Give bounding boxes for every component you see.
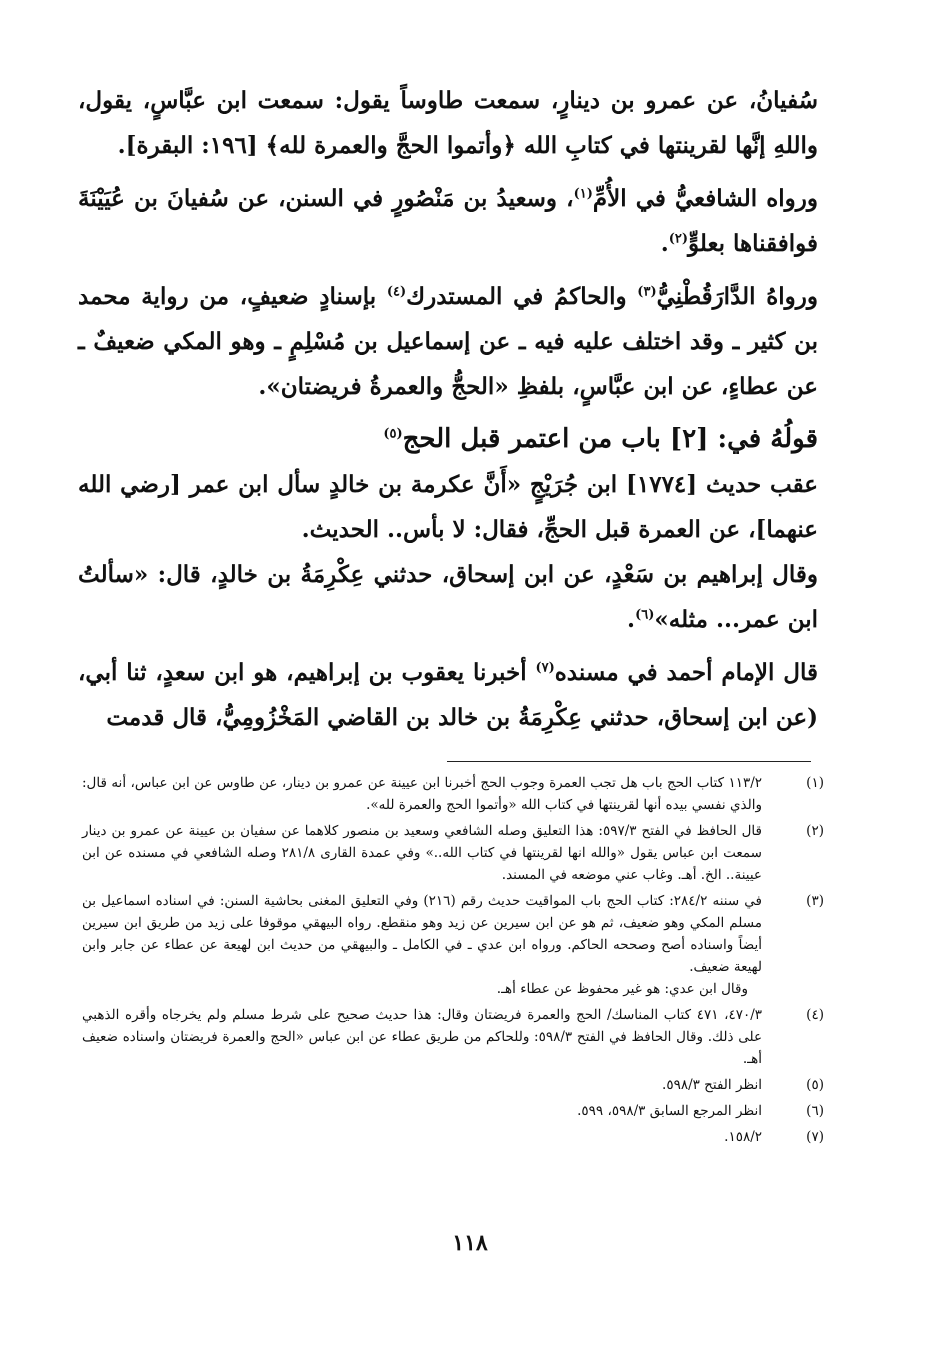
paragraph-5: وقال إبراهيم بن سَعْدٍ، عن ابن إسحاق، حدثني عِكْرِمَةُ بن خالدٍ، قال: «سألتُ ابن عمر... مثله»$^{(٦)}$.: [78, 561, 818, 633]
footnote-ref-1[interactable]: (١): [573, 186, 593, 202]
section-heading: قولُهُ في: [٢] باب من اعتمر قبل الحج$^{(٥)}$: [383, 424, 818, 454]
footnote-text: انظر الفتح ٥٩٨/٣.: [662, 1077, 762, 1093]
footnote-ref-3[interactable]: (٣): [637, 284, 657, 300]
footnote-separator: [447, 761, 811, 762]
footnote-6: [82, 1100, 824, 1122]
footnote-text: قال الحافظ في الفتح ٥٩٧/٣: هذا التعليق وصله الشافعي وسعيد بن منصور كلاهما عن سفيان بن عيينة عن عمرو بن دينار سمعت ابن عباس يقول «والله انها لقرينتها في كتاب الله..» وفي عمدة القارى ٢٨١/٨ وصله الشافعي في مسنده عن ابن عيينة.. الخ. أهـ. وغاب عني موضعه في المسند.: [82, 823, 762, 883]
footnote-number: (٦): [806, 1103, 824, 1119]
footnote-ref-6[interactable]: (٦): [635, 607, 655, 623]
paragraph-6: قال الإمام أحمد في مسنده$^{(٧)}$ أخبرنا يعقوب بن إبراهيم، هو ابن سعدٍ، ثنا أبي، (عن ابن إسحاق، حدثني عِكْرِمَةُ بن خالد بن القاضي المَخْزُومِيُّ، قال قدمت: [78, 659, 818, 731]
footnote-number: (٤): [806, 1007, 824, 1023]
paragraph-4: عقب حديث [١٧٧٤] ابن جُرَيْجٍ «أَنَّ عكرمة بن خالدٍ سأل ابن عمر [رضي الله عنهما]، عن العمرة قبل الحجِّ، فقال: لا بأس.. الحديث.: [78, 471, 818, 543]
footnotes: [82, 772, 824, 1152]
footnote-number: (٣): [806, 893, 824, 909]
footnote-number: (٧): [806, 1129, 824, 1145]
footnote-2: [82, 820, 824, 886]
footnote-5: [82, 1074, 824, 1096]
footnote-text: في سننه ٢٨٤/٢: كتاب الحج باب المواقيت حديث رقم (٢١٦) وفي التعليق المغنى بحاشية السنن: في اسناده اسماعيل بن مسلم المكي وهو ضعيف، ثم هو عن ابن سيرين عن زيد وهو منقطع. رواه البيهقي موقوفا على زيد من طريق ابن سيرين أيضاً واسناده أصح وصححه الحاكم. ورواه ابن عدي ـ في الكامل ـ والبيهقي من حديث ابن لهيعة عن عطاء عن جابر وابن لهيعة ضعيف.: [82, 893, 762, 975]
paragraph-2: ورواه الشافعيُّ في الأُمِّ$^{(١)}$، وسعيدُ بن مَنْصُورٍ في السنن، عن سُفيانَ بن عُيَيْنَةَ فوافقناها بعلوٍّ$^{(٢)}$.: [78, 185, 818, 257]
footnote-ref-2[interactable]: (٢): [668, 231, 689, 247]
paragraph-3: ورواهُ الدَّارَقُطْنِيُّ$^{(٣)}$ والحاكمُ في المستدرك$^{(٤)}$ بإسنادٍ ضعيفٍ، من رواية محمد بن كثير ـ وقد اختلف عليه فيه ـ عن إسماعيل بن مُسْلِمٍ ـ وهو المكي ضعيفٌ ـ عن عطاءٍ، عن ابن عبَّاسٍ، بلفظِ «الحجُّ والعمرةُ فريضتان».: [78, 283, 818, 400]
footnote-number: (٢): [806, 823, 824, 839]
footnote-text: ٤٧٠/٣، ٤٧١ كتاب المناسك/ الحج والعمرة فريضتان وقال: هذا حديث صحيح على شرط مسلم ولم يخرجاه وأقره الذهبي على ذلك. وقال الحافظ في الفتح ٥٩٨/٣: وللحاكم من طريق عطاء عن ابن عباس «الحج والعمرة فريضتان واسناده ضعيف أهـ.: [82, 1007, 763, 1067]
footnote-text: انظر المرجع السابق ٥٩٨/٣، ٥٩٩.: [577, 1103, 762, 1119]
footnote-number: (١): [806, 775, 824, 791]
footnote-ref-7[interactable]: (٧): [535, 660, 555, 676]
footnote-ref-5[interactable]: (٥): [383, 426, 403, 442]
footnote-1: [82, 772, 824, 816]
page-number: ١١٨: [452, 1230, 488, 1256]
footnote-text: ١٥٨/٢.: [724, 1129, 762, 1145]
footnote-4: [82, 1004, 824, 1070]
footnote-text-extra: وقال ابن عدي: هو غير محفوظ عن عطاء أهـ.: [496, 981, 748, 997]
footnote-ref-4[interactable]: (٤): [386, 284, 407, 300]
footnote-7: [82, 1126, 824, 1148]
footnote-number: (٥): [806, 1077, 824, 1093]
main-text: [78, 78, 818, 740]
footnote-3: [82, 890, 824, 1000]
footnote-text: ١١٣/٢ كتاب الحج باب هل تجب العمرة وجوب الحج أخبرنا ابن عيينة عن عمرو بن دينار، عن طاوس عن ابن عباس، أنه قال: والذي نفسي بيده أنها لقرينتها في كتاب الله «وأتموا الحج والعمرة لله».: [82, 775, 762, 813]
paragraph-1: سُفيانُ، عن عمرو بن دينارٍ، سمعت طاوساً يقول: سمعت ابن عبَّاسٍ، يقول، واللهِ إنَّها لقرينتها في كتابِ الله ﴿وأتموا الحجَّ والعمرة لله﴾ [١٩٦: البقرة].: [78, 87, 818, 159]
